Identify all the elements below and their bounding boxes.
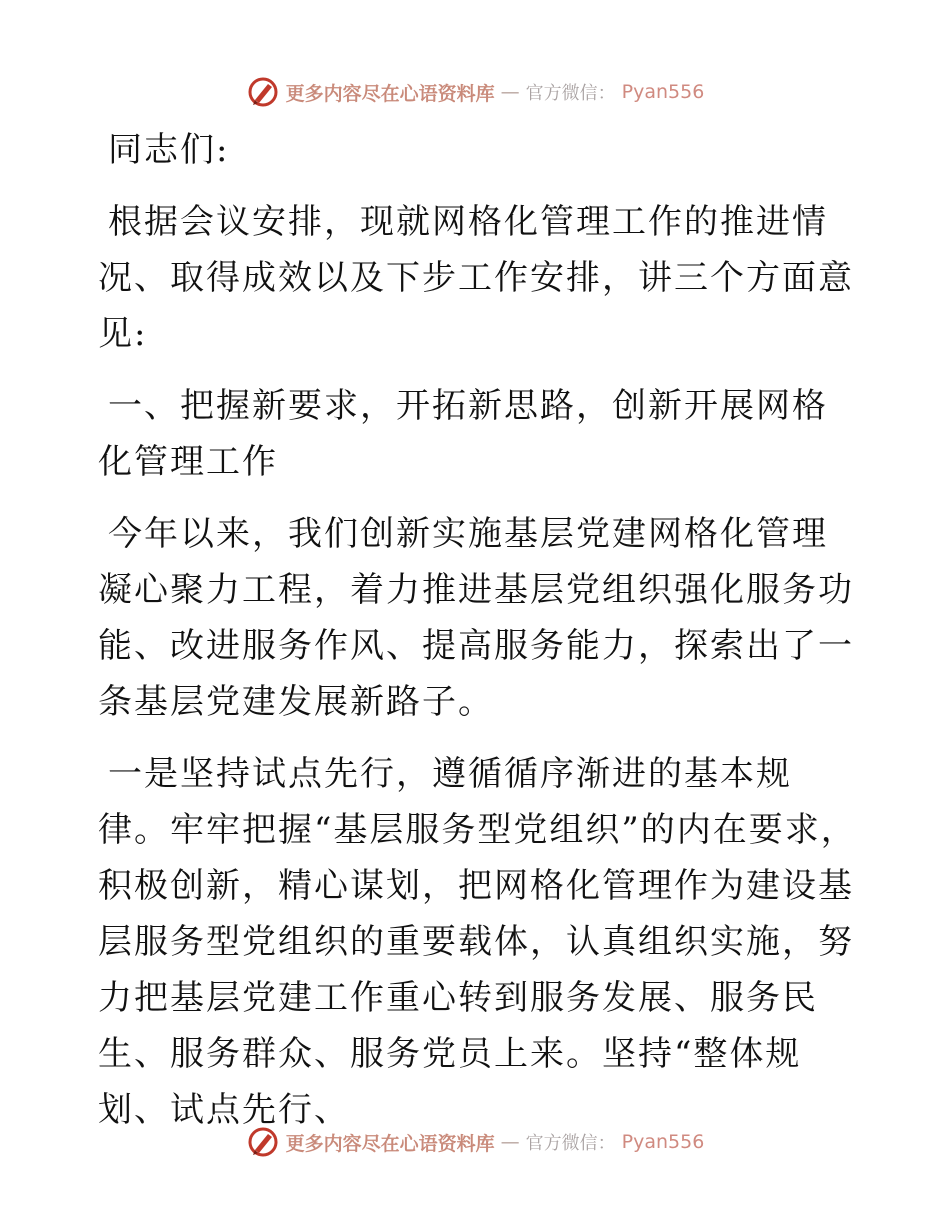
watermark-wechat-id: Pyan556: [621, 1131, 705, 1153]
pen-logo-icon: [246, 1125, 280, 1159]
watermark-official-label: 官方微信：: [525, 1133, 616, 1154]
watermark-brand: 更多内容尽在心语资料库: [285, 1132, 495, 1155]
watermark-wechat-id: Pyan556: [621, 81, 705, 103]
watermark-brand: 更多内容尽在心语资料库: [285, 82, 495, 105]
body-paragraph: 一是坚持试点先行，遵循循序渐进的基本规律。牢牢把握“基层服务型党组织”的内在要求，积极创新，精心谋划，把网格化管理作为建设基层服务型党组织的重要载体，认真组织实施，努力把基层党建工作重心转到服务发展、服务民生、服务群众、服务党员上来。坚持“整体规划、试点先行、: [98, 754, 857, 1130]
watermark-footer: [0, 1122, 950, 1162]
watermark-separator: —: [500, 81, 520, 103]
greeting: 同志们:: [108, 130, 230, 170]
watermark-separator: —: [500, 1131, 520, 1153]
watermark-official-label: 官方微信：: [525, 83, 616, 104]
body-paragraph: 今年以来，我们创新实施基层党建网格化管理凝心聚力工程，着力推进基层党组织强化服务功能、改进服务作风、提高服务能力，探索出了一条基层党建发展新路子。: [98, 514, 854, 722]
document-body: [98, 120, 858, 1138]
intro-paragraph: 根据会议安排，现就网格化管理工作的推进情况、取得成效以及下步工作安排，讲三个方面意见:: [98, 202, 854, 354]
pen-logo-icon: [246, 75, 280, 109]
watermark-header: [0, 72, 950, 112]
section-heading: 一、把握新要求，开拓新思路，创新开展网格化管理工作: [98, 386, 828, 482]
